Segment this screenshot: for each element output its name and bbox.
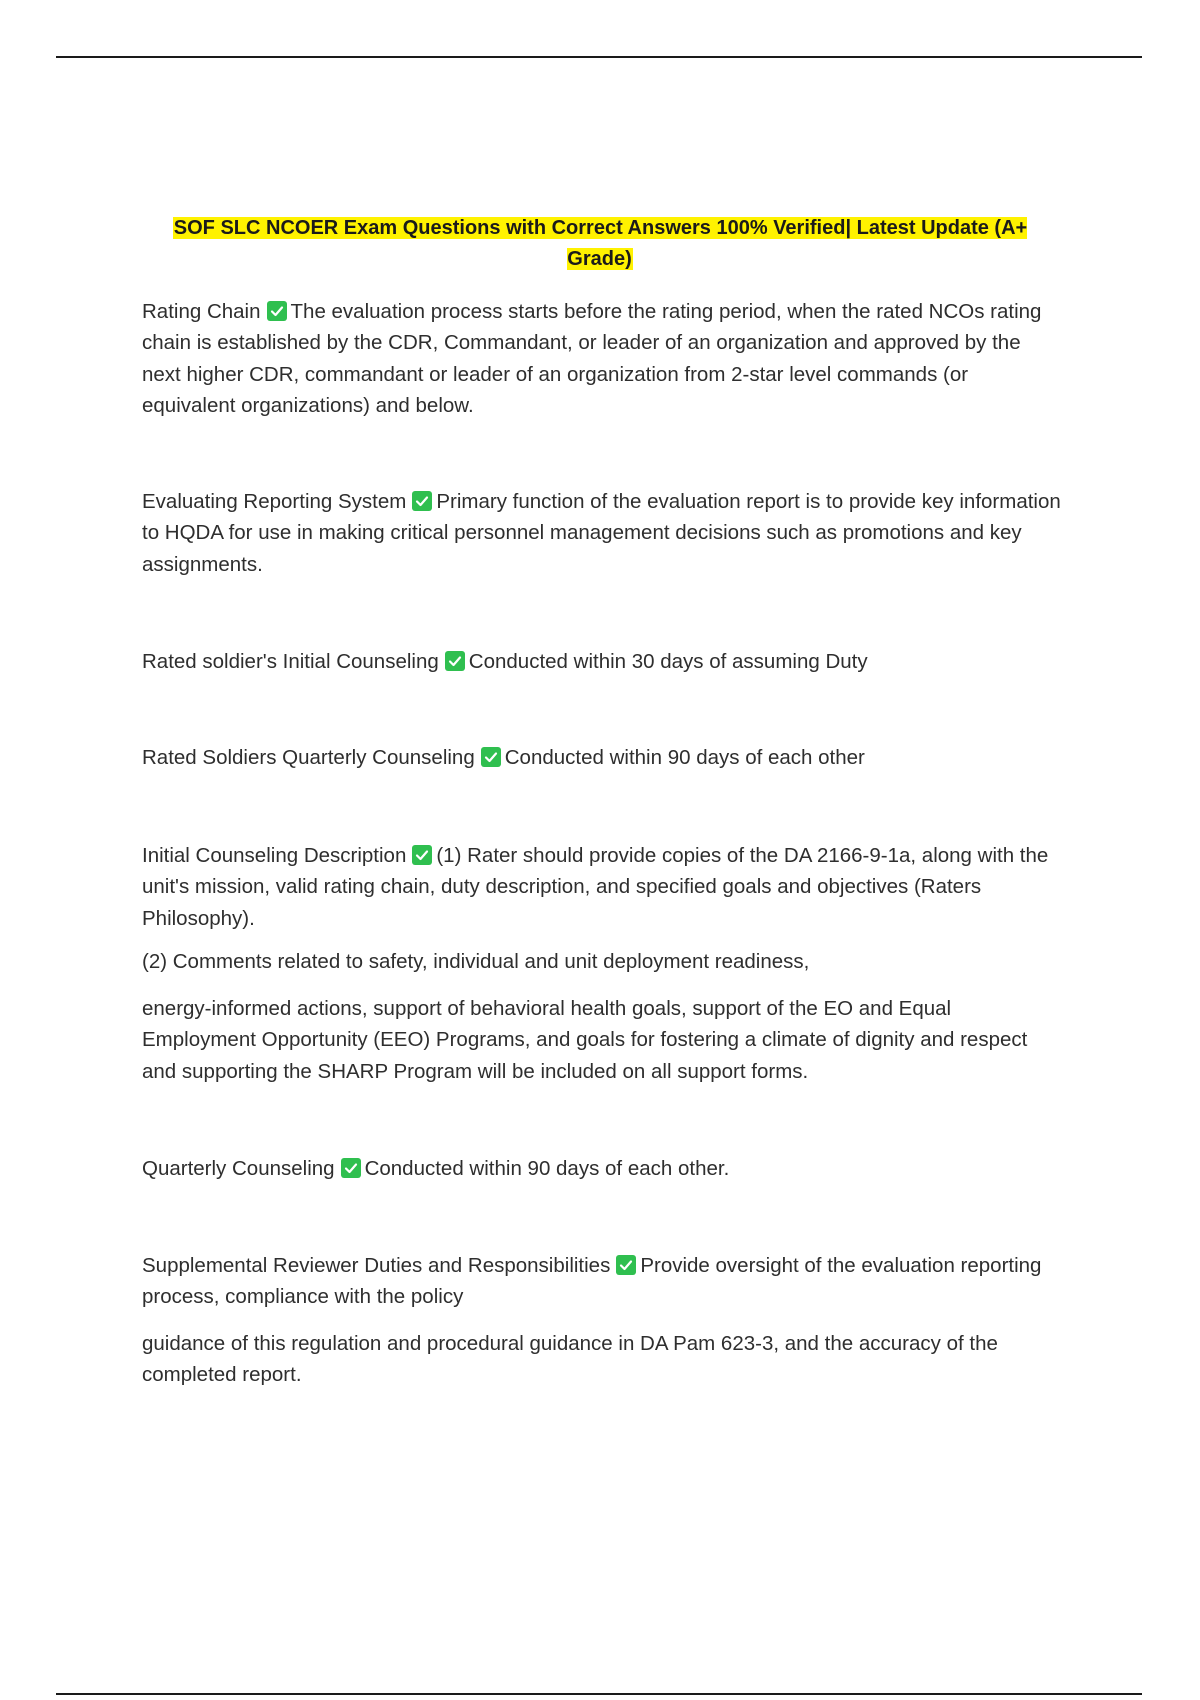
entry-answer: Provide oversight of the evaluation reporting process, compliance with the policy [142, 1254, 1042, 1309]
check-icon [616, 1255, 636, 1275]
entry-answer: Conducted within 90 days of each other. [364, 1157, 730, 1180]
document-title: SOF SLC NCOER Exam Questions with Correct Answers 100% Verified| Latest Update (A+ Grade) [173, 217, 1028, 270]
qa-entry-quarterly-counseling [142, 1153, 1062, 1184]
entry-answer: Conducted within 90 days of each other [504, 746, 865, 769]
check-icon [412, 845, 432, 865]
entry-answer: Conducted within 30 days of assuming Duty [468, 650, 868, 673]
entry-answer: (1) Rater should provide copies of the DA 2166-9-1a, along with the unit's mission, valid rating chain, duty description, and specified goals and objectives (Raters Philosophy). [142, 844, 1049, 930]
top-divider [56, 56, 1142, 58]
entry-term: Rated soldier's Initial Counseling [142, 650, 439, 673]
entry-term: Rated Soldiers Quarterly Counseling [142, 746, 475, 769]
check-icon [481, 747, 501, 767]
qa-entry-supplemental-reviewer [142, 1250, 1062, 1313]
check-icon [445, 651, 465, 671]
qa-entry-quarterly-counseling-rated [142, 742, 1062, 773]
entry-term: Rating Chain [142, 300, 261, 323]
entry-term: Supplemental Reviewer Duties and Responsibilities [142, 1254, 611, 1277]
entry-continuation: (2) Comments related to safety, individual and unit deployment readiness, [142, 950, 810, 973]
entry-term: Initial Counseling Description [142, 844, 407, 867]
entry-continuation: energy-informed actions, support of behavioral health goals, support of the EO and Equal Employment Opportunity (EEO) Programs, and goals for fostering a climate of dignity and respect and supporting the SHARP Program will be included on all support forms. [142, 997, 1028, 1083]
entry-continuation: guidance of this regulation and procedural guidance in DA Pam 623-3, and the accuracy of the completed report. [142, 1332, 998, 1387]
check-icon [341, 1158, 361, 1178]
entry-answer: The evaluation process starts before the rating period, when the rated NCOs rating chain is established by the CDR, Commandant, or leader of an organization and approved by the next higher CDR, commandant or leader of an organization from 2-star level commands (or equivalent organizations) and below. [142, 300, 1042, 417]
entry-term: Quarterly Counseling [142, 1157, 335, 1180]
bottom-divider [56, 1693, 1142, 1695]
qa-entry-rating-chain [142, 296, 1062, 421]
entry-answer: Primary function of the evaluation report is to provide key information to HQDA for use in making critical personnel management decisions such as promotions and key assignments. [142, 490, 1061, 576]
qa-entry-initial-counseling [142, 646, 1062, 677]
qa-entry-initial-counseling-description [142, 840, 1062, 934]
check-icon [412, 491, 432, 511]
check-icon [267, 301, 287, 321]
qa-entry-evaluating-reporting-system [142, 486, 1062, 580]
entry-term: Evaluating Reporting System [142, 490, 407, 513]
